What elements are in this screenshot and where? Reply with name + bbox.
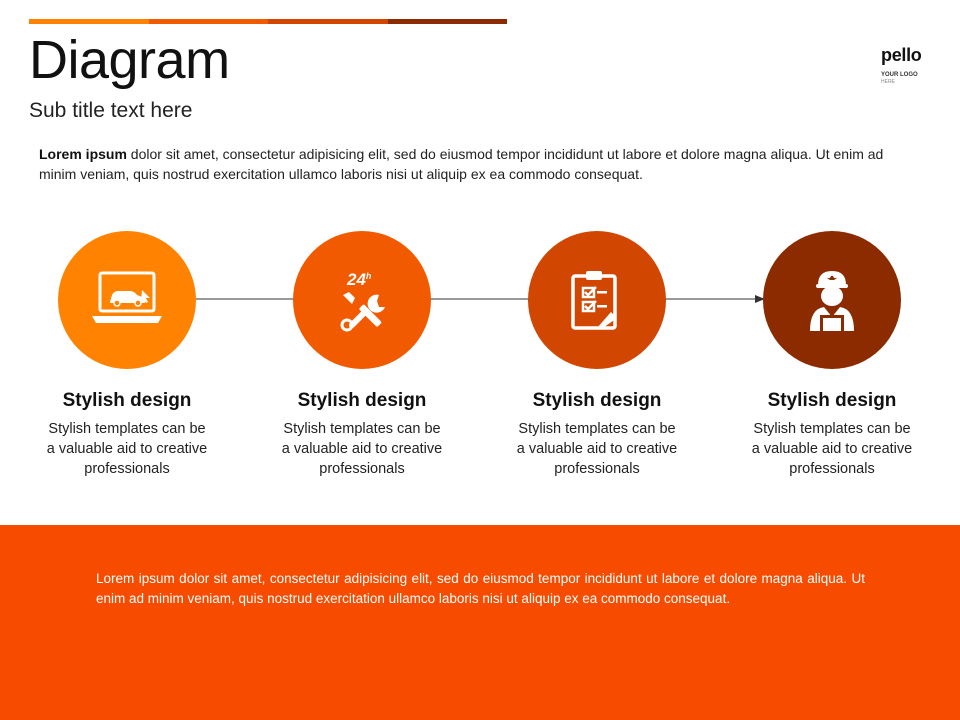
step-circle — [528, 231, 666, 369]
step-title: Stylish design — [62, 390, 192, 411]
tools-24h-icon — [327, 265, 397, 335]
mechanic-icon — [804, 267, 860, 333]
step-title: Stylish design — [297, 390, 427, 411]
step-title: Stylish design — [767, 390, 897, 411]
intro-text: dolor sit amet, consectetur adipisicing elit, sed do eiusmod tempor incididunt ut labore et dolore magna aliqua. Ut enim ad minim veniam, quis nostrud exercitation ullamco laboris nisi ut aliquip ex ea commodo consequat. — [39, 146, 884, 182]
step-2 — [262, 231, 462, 479]
step-title: Stylish design — [532, 390, 662, 411]
step-circle — [58, 231, 196, 369]
step-circle — [763, 231, 901, 369]
logo-name: pello — [881, 45, 922, 65]
step-3 — [497, 231, 697, 479]
clipboard-checklist-icon — [567, 268, 627, 332]
footer-text: Lorem ipsum dolor sit amet, consectetur adipisicing elit, sed do eiusmod tempor incididunt ut labore et dolore magna aliqua. Ut enim ad minim veniam, quis nostrud exercitation ullamco laboris nisi ut aliquip ex ea commodo consequat. — [96, 571, 865, 606]
step-circle — [293, 231, 431, 369]
logo-tagline-sub: HERE — [881, 79, 895, 85]
footer-band — [0, 525, 960, 720]
page-subtitle: Sub title text here — [29, 99, 193, 122]
page-title: Diagram — [29, 30, 230, 90]
logo-tagline: YOUR LOGO — [881, 72, 918, 78]
laptop-car-icon — [90, 270, 164, 330]
step-text: Stylish templates can be a valuable aid to creative professionals — [46, 421, 208, 477]
step-1 — [27, 231, 227, 479]
step-text: Stylish templates can be a valuable aid to creative professionals — [751, 421, 913, 477]
step-4 — [732, 231, 932, 479]
step-text: Stylish templates can be a valuable aid to creative professionals — [281, 421, 443, 477]
badge-24h: 24$^h$ — [347, 270, 372, 289]
intro-bold: Lorem ipsum — [39, 146, 127, 162]
step-text: Stylish templates can be a valuable aid to creative professionals — [516, 421, 678, 477]
